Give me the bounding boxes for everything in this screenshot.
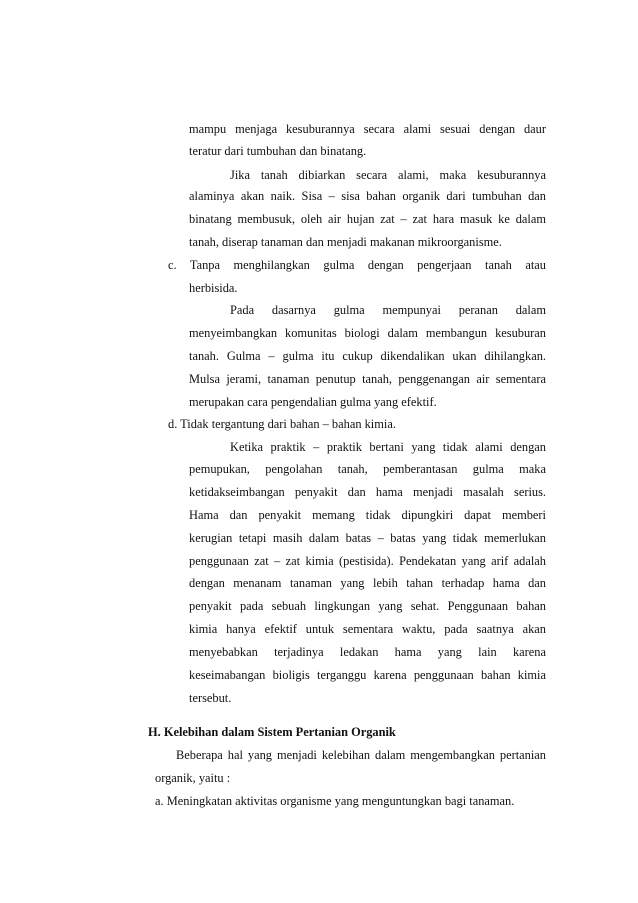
- text-line: Ketika praktik – praktik bertani yang tidak alami dengan: [230, 440, 546, 454]
- section-heading: H. Kelebihan dalam Sistem Pertanian Organik: [148, 725, 396, 739]
- text-line: organik, yaitu :: [155, 771, 231, 785]
- text-line: penyakit pada sebuah lingkungan yang sehat. Penggunaan bahan: [189, 599, 546, 613]
- text-line: penggunaan zat – zat kimia (pestisida). Pendekatan yang arif adalah: [189, 554, 546, 568]
- text-line: pemupukan, pengolahan tanah, pemberantasan gulma maka: [189, 462, 546, 476]
- text-line: tanah, diserap tanaman dan menjadi makanan mikroorganisme.: [189, 235, 502, 249]
- text-line: menyeimbangkan komunitas biologi dalam membangun kesuburan: [189, 326, 546, 340]
- text-line: Beberapa hal yang menjadi kelebihan dalam mengembangkan pertanian: [176, 748, 546, 762]
- text-line: d. Tidak tergantung dari bahan – bahan kimia.: [168, 417, 396, 431]
- text-line: a. Meningkatan aktivitas organisme yang menguntungkan bagi tanaman.: [155, 794, 515, 808]
- text-line: herbisida.: [189, 281, 238, 295]
- text-line: dengan menanam tanaman yang lebih tahan terhadap hama dan: [189, 576, 546, 590]
- text-line: Pada dasarnya gulma mempunyai peranan dalam: [230, 303, 546, 317]
- text-line: c. Tanpa menghilangkan gulma dengan pengerjaan tanah atau: [168, 258, 546, 272]
- text-line: tersebut.: [189, 691, 232, 705]
- text-line: Hama dan penyakit memang tidak dipungkiri dapat memberi: [189, 508, 546, 522]
- text-line: binatang membusuk, oleh air hujan zat – zat hara masuk ke dalam: [189, 212, 546, 226]
- text-line: kimia hanya efektif untuk sementara waktu, pada saatnya akan: [189, 622, 546, 636]
- text-line: mampu menjaga kesuburannya secara alami sesuai dengan daur: [189, 122, 546, 136]
- text-line: Jika tanah dibiarkan secara alami, maka kesuburannya: [230, 168, 546, 182]
- text-line: alaminya akan naik. Sisa – sisa bahan organik dari tumbuhan dan: [189, 189, 546, 203]
- text-line: merupakan cara pengendalian gulma yang efektif.: [189, 395, 437, 409]
- text-line: Mulsa jerami, tanaman penutup tanah, penggenangan air sementara: [189, 372, 546, 386]
- text-line: kerugian tetapi masih dalam batas – batas yang tidak memerlukan: [189, 531, 546, 545]
- text-line: keseimabangan bioligis terganggu karena penggunaan bahan kimia: [189, 668, 546, 682]
- text-line: tanah. Gulma – gulma itu cukup dikendalikan ukan dihilangkan.: [189, 349, 546, 363]
- text-line: teratur dari tumbuhan dan binatang.: [189, 144, 367, 158]
- text-line: menyebabkan terjadinya ledakan hama yang lain karena: [189, 645, 546, 659]
- text-line: ketidakseimbangan penyakit dan hama menjadi masalah serius.: [189, 485, 546, 499]
